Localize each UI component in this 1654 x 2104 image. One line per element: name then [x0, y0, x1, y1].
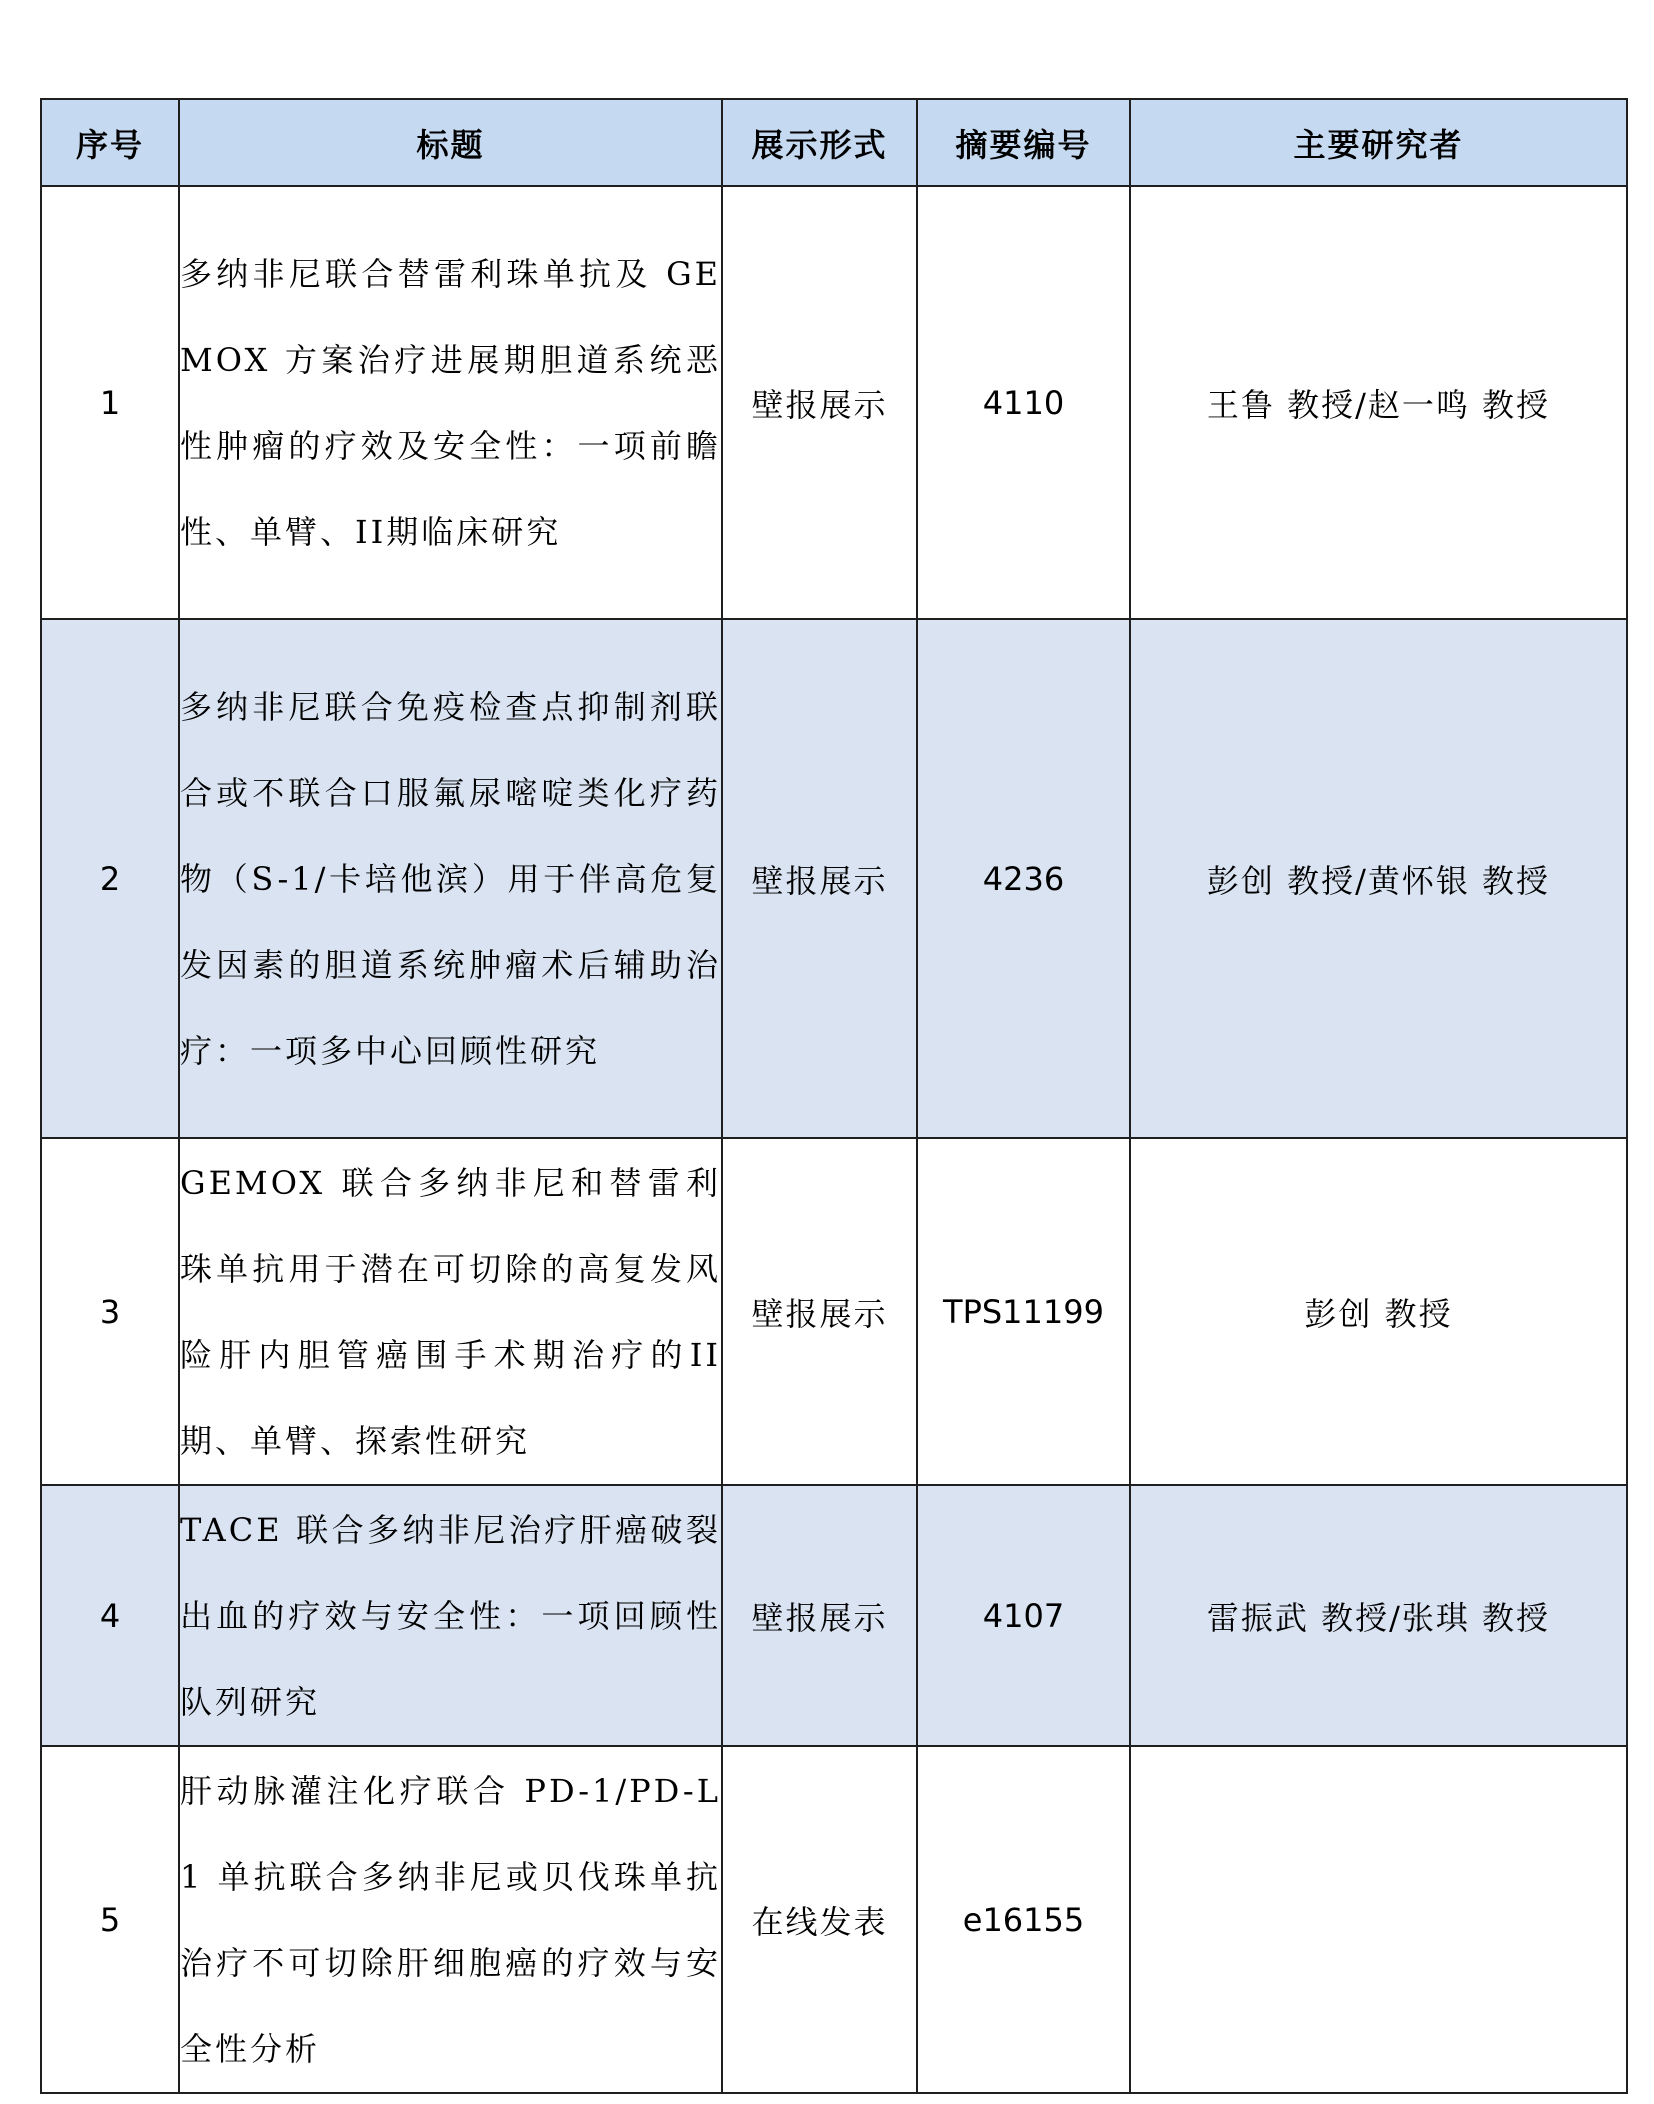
document-page	[40, 98, 1626, 2094]
row-abstract-no: 4110	[917, 186, 1130, 619]
table-row	[41, 1485, 1627, 1746]
row-title: 多纳非尼联合免疫检查点抑制剂联合或不联合口服氟尿嘧啶类化疗药物（S-1/卡培他滨）用于伴高危复发因素的胆道系统肿瘤术后辅助治疗：一项多中心回顾性研究	[180, 687, 721, 1070]
row-abstract-no: 4236	[917, 619, 1130, 1138]
row-investigators: 王鲁 教授/赵一鸣 教授	[1130, 186, 1627, 619]
row-format: 壁报展示	[722, 619, 917, 1138]
header-investigators: 主要研究者	[1130, 99, 1627, 186]
header-index: 序号	[41, 99, 179, 186]
abstract-table	[40, 98, 1628, 2094]
row-title-cell	[179, 1138, 722, 1485]
row-index: 4	[41, 1485, 179, 1746]
table-row	[41, 1746, 1627, 2093]
row-title: GEMOX 联合多纳非尼和替雷利珠单抗用于潜在可切除的高复发风险肝内胆管癌围手术期治疗的II期、单臂、探索性研究	[180, 1163, 721, 1460]
row-abstract-no: 4107	[917, 1485, 1130, 1746]
row-title-cell	[179, 186, 722, 619]
table-row	[41, 619, 1627, 1138]
row-title-cell	[179, 619, 722, 1138]
row-format: 壁报展示	[722, 186, 917, 619]
row-index: 2	[41, 619, 179, 1138]
header-row	[41, 99, 1627, 186]
row-abstract-no: TPS11199	[917, 1138, 1130, 1485]
row-index: 3	[41, 1138, 179, 1485]
row-index: 1	[41, 186, 179, 619]
row-format: 壁报展示	[722, 1138, 917, 1485]
row-format: 壁报展示	[722, 1485, 917, 1746]
row-investigators: 彭创 教授/黄怀银 教授	[1130, 619, 1627, 1138]
row-investigators	[1130, 1746, 1627, 2093]
row-format: 在线发表	[722, 1746, 917, 2093]
table-row	[41, 1138, 1627, 1485]
header-title: 标题	[179, 99, 722, 186]
row-title-cell	[179, 1485, 722, 1746]
row-investigators: 彭创 教授	[1130, 1138, 1627, 1485]
table-row	[41, 186, 1627, 619]
header-abstract-no: 摘要编号	[917, 99, 1130, 186]
row-title-cell	[179, 1746, 722, 2093]
row-index: 5	[41, 1746, 179, 2093]
row-investigators: 雷振武 教授/张琪 教授	[1130, 1485, 1627, 1746]
row-title: 多纳非尼联合替雷利珠单抗及 GEMOX 方案治疗进展期胆道系统恶性肿瘤的疗效及安全性：一项前瞻性、单臂、II期临床研究	[180, 254, 721, 551]
row-abstract-no: e16155	[917, 1746, 1130, 2093]
row-title: 肝动脉灌注化疗联合 PD-1/PD-L1 单抗联合多纳非尼或贝伐珠单抗治疗不可切除肝细胞癌的疗效与安全性分析	[180, 1771, 721, 2068]
header-format: 展示形式	[722, 99, 917, 186]
row-title: TACE 联合多纳非尼治疗肝癌破裂出血的疗效与安全性：一项回顾性队列研究	[180, 1510, 721, 1721]
